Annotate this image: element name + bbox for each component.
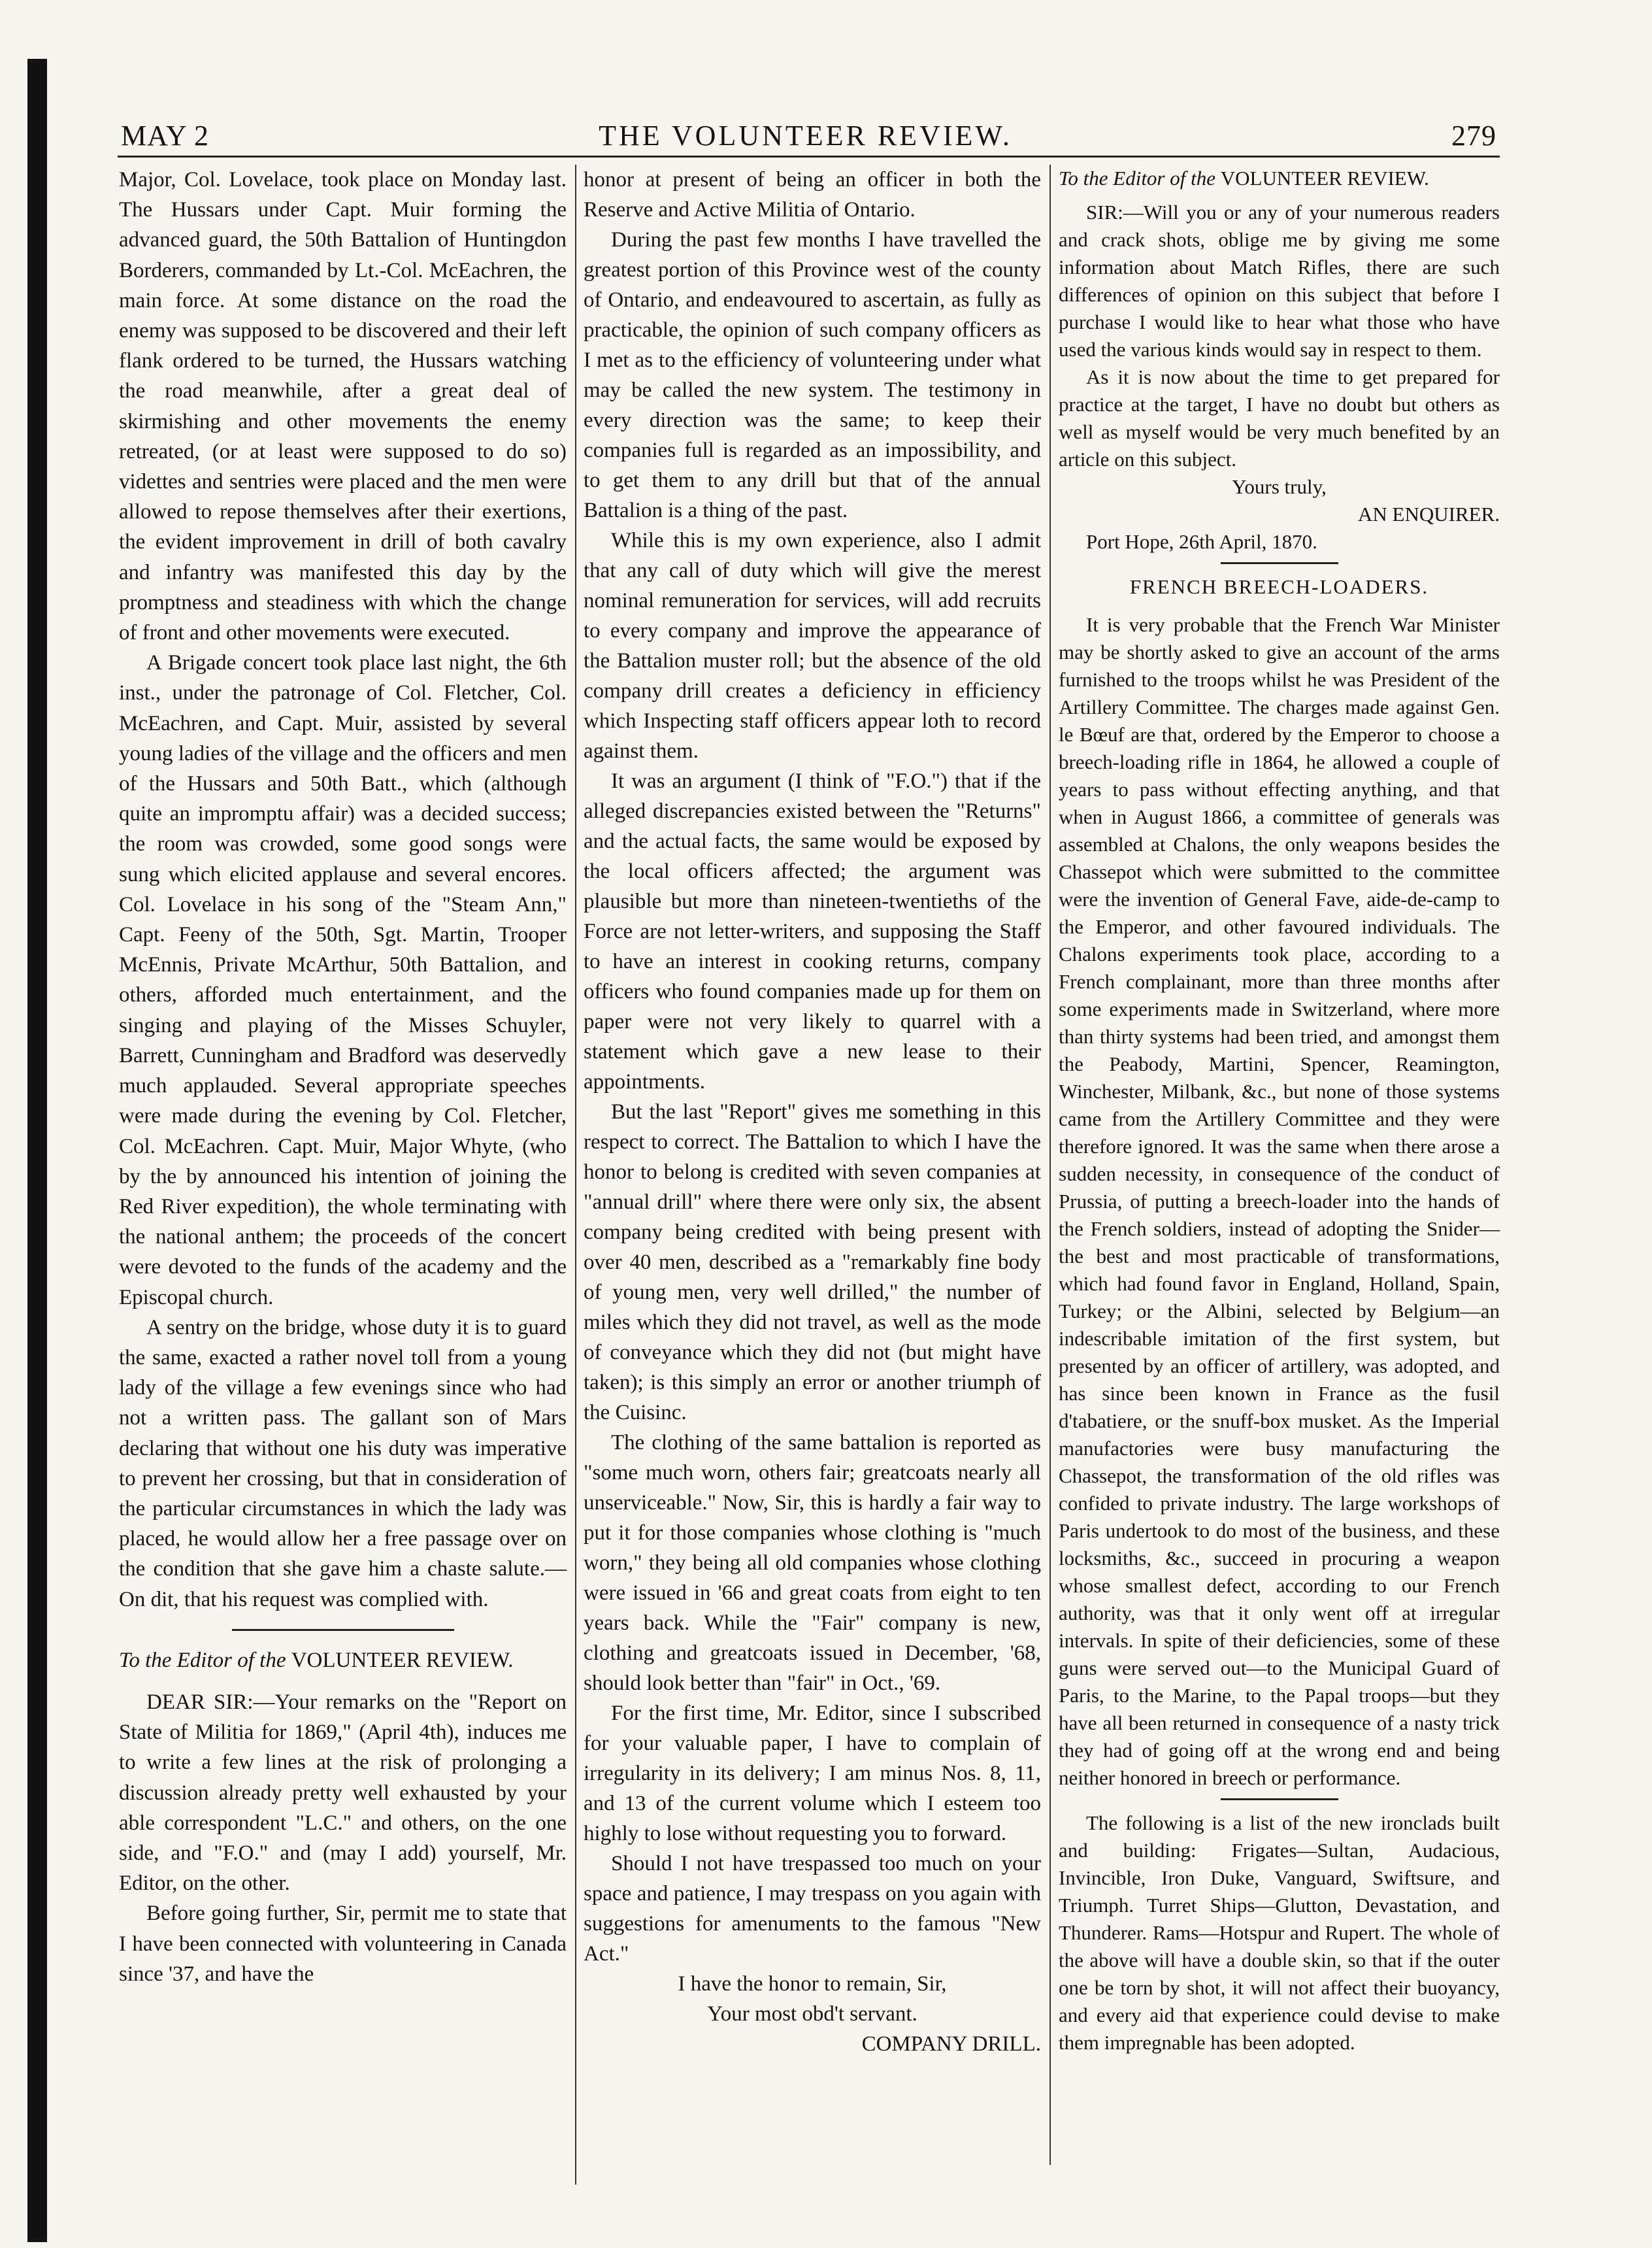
letter-address-prefix: To the Editor of the [1059, 167, 1215, 190]
article-heading: FRENCH BREECH-LOADERS. [1129, 575, 1429, 598]
paragraph: A Brigade concert took place last night, the 6th inst., under the patronage of Col. Fletcher, Col. McEachren, and Capt. Muir, assisted by several young ladies of the village and the officers and men of the Hussars and 50th Batt., which (although quite an impromptu affair) was a decided success; the room was crowded, some good songs were sung which elicited applause and several encores. Col. Lovelace in his song of the "Steam Ann," Capt. Feeny of the 50th, Sgt. Martin, Trooper McEnnis, Private McArthur, 50th Battalion, and others, afforded much entertainment, and the singing and playing of the Misses Schuyler, Barrett, Cunningham and Bradford was deservedly much applauded. Several appropriate speeches were made during the evening by Col. Fletcher, Col. McEachren. Capt. Muir, Major Whyte, (who by the by announced his intention of joining the Red River expedition), the whole terminating with the national anthem; the proceeds of the concert were devoted to the funds of the academy and the Episcopal church. [119, 651, 567, 1309]
paragraph: The following is a list of the new ironclads built and building: Frigates—Sultan, Audacious, Invincible, Iron Duke, Vanguard, Swiftsure, and Triumph. Turret Ships—Glutton, Devastation, and Thunderer. Rams—Hotspur and Rupert. The whole of the above will have a double skin, so that if the outer one be torn by shot, it will not affect their buoyancy, and every aid that experience could devise to make them impregnable has been adopted. [1059, 1811, 1500, 2054]
paragraph: Should I not have trespassed too much on your space and patience, I may trespass on you again with suggestions for amenuments to the famous "New Act." [584, 1852, 1041, 1966]
section-divider [232, 1629, 454, 1631]
letter-closing: Your most obd't servant. [707, 2002, 917, 2026]
section-divider [1221, 562, 1338, 564]
paragraph: The clothing of the same battalion is reported as "some much worn, others fair; greatcoats nearly all unserviceable." Now, Sir, this is hardly a fair way to put it for those companies whose clothing is "much worn," they being all old companies whose clothing were issued in '66 and great coats from eight to ten years back. While the "Fair" company is new, clothing and greatcoats issued in December, '68, should look better than "fair" in Oct., '69. [584, 1431, 1041, 1695]
paragraph: A sentry on the bridge, whose duty it is to guard the same, exacted a rather novel toll from a young lady of the village a few evenings since who had not a written pass. The gallant son of Mars declaring that without one his duty was imperative to prevent her crossing, but that in consideration of the particular circumstances in which the lady was placed, he would allow her a free passage over on the condition that she gave him a chaste salute.—On dit, that his request was complied with. [119, 1315, 567, 1611]
letter-address [1059, 165, 1500, 192]
letter-address-paper: VOLUNTEER REVIEW. [1220, 167, 1429, 190]
column-rule-2 [1049, 165, 1051, 2165]
column-1 [119, 165, 567, 1989]
letter-address [119, 1645, 567, 1675]
letter-closing: I have the honor to remain, Sir, [678, 1972, 947, 1996]
paragraph: It is very probable that the French War Minister may be shortly asked to give an account of the arms furnished to the troops whilst he was President of the Artillery Committee. The charges made against Gen. le Bœuf are that, ordered by the Emperor to choose a breech-loading rifle in 1864, he allowed a couple of years to pass without effecting anything, and that when in August 1866, a committee of generals was assembled at Chalons, the only weapons besides the Chassepot which were submitted to the committee were the invention of General Fave, aide-de-camp to the Emperor, and other favoured individuals. The Chalons experiments took place, according to a French complainant, more than three months after some experiments made in Switzerland, where more than thirty systems had been tried, and amongst them the Peabody, Martini, Spencer, Reamington, Winchester, Milbank, &c., but none of those systems came from the Artillery Committee and they were therefore ignored. It was the same when there arose a sudden necessity, in consequence of the conduct of Prussia, of putting a breech-loader into the hands of the French soldiers, instead of adopting the Snider—the best and most practicable of transformations, which had found favor in England, Holland, Spain, Turkey; or the Albini, selected by Belgium—an indescribable imitation of the first system, but presented by an officer of artillery, was adopted, and has since been known in France as the fusil d'tabatiere, or the snuff-box musket. As the Imperial manufactories were busy manufacturing the Chassepot, the transformation of the old rifles was confided to private industry. The large workshops of Paris undertook to do most of the business, and these locksmiths, &c., succeed in procuring a weapon whose smallest defect, according to our French authority, was that it only went off at irregular intervals. In spite of their deficiencies, some of these guns were served out—to the Municipal Guard of Paris, to the Marine, to the Papal troops—but they have all been returned in consequence of a nasty trick they had of going off at the wrong end and being neither honored in breech or performance. [1059, 613, 1500, 1789]
letter-signature: COMPANY DRILL. [861, 2032, 1041, 2056]
paragraph: Major, Col. Lovelace, took place on Monday last. The Hussars under Capt. Muir forming the advanced guard, the 50th Battalion of Huntingdon Borderers, commanded by Lt.-Col. McEachren, the main force. At some distance on the road the enemy was supposed to be discovered and their left flank ordered to be turned, the Hussars watching the road meanwhile, after a great deal of skirmishing and other movements the enemy retreated, (or at least were supposed to do so) videttes and sentries were placed and the men were allowed to repose themselves after their exertions, the evident improvement in drill of both cavalry and infantry was manifested this day by the promptness and steadiness with which the change of front and other movements were executed. [119, 168, 567, 645]
paragraph: But the last "Report" gives me something in this respect to correct. The Battalion to which I have the honor to belong is credited with seven companies at "annual drill" where there were only six, the absent company being credited with being present with over 40 men, described as a "remarkably fine body of young men, very well drilled," the number of miles which they did not travel, as well as the mode of conveyance which they did not (but might have taken); is this simply an error or another triumph of the Cuisinc. [584, 1100, 1041, 1424]
column-3 [1059, 165, 1500, 2056]
page-number: 279 [1451, 120, 1496, 152]
paragraph: During the past few months I have travelled the greatest portion of this Province west of the county of Ontario, and endeavoured to ascertain, as fully as practicable, the opinion of such company officers as I met as to the efficiency of volunteering under what may be called the new system. The testimony in every direction was the same; to keep their companies full is regarded as an impossibility, and to get them to any drill but that of the annual Battalion is a thing of the past. [584, 228, 1041, 522]
column-rule-1 [575, 165, 576, 2185]
paragraph: DEAR SIR:—Your remarks on the "Report on State of Militia for 1869," (April 4th), induces me to write a few lines at the risk of prolonging a discussion already pretty well exhausted by your able correspondent "L.C." and others, on the one side, and "F.O." and (may I add) yourself, Mr. Editor, on the other. [119, 1690, 567, 1896]
paragraph: As it is now about the time to get prepared for practice at the target, I have no doubt but others as well as myself would be very much benefited by an article on this subject. [1059, 365, 1500, 471]
paragraph: It was an argument (I think of "F.O.") that if the alleged discrepancies existed between the "Returns" and the actual facts, the same would be exposed by the local officers affected; the argument was plausible but more than nineteen-twentieths of the Force are not letter-writers, and supposing the Staff to have an interest in cooking returns, company officers who found companies made up for them on paper were not very likely to quarrel with a statement which gave a new lease to their appointments. [584, 769, 1041, 1094]
paragraph: honor at present of being an officer in both the Reserve and Active Militia of Ontario. [584, 168, 1041, 222]
binding-edge [27, 59, 47, 2242]
letter-closing: Yours truly, [1232, 475, 1327, 498]
page-header [114, 116, 1496, 156]
section-divider [1221, 1798, 1338, 1800]
letter-signature: AN ENQUIRER. [1358, 503, 1500, 526]
paragraph: For the first time, Mr. Editor, since I subscribed for your valuable paper, I have to complain of irregularity in its delivery; I am minus Nos. 8, 11, and 13 of the current volume which I esteem too highly to lose without requesting you to forward. [584, 1702, 1041, 1845]
column-2 [584, 165, 1041, 2059]
header-rule [118, 156, 1500, 158]
paragraph: SIR:—Will you or any of your numerous readers and crack shots, oblige me by giving me some information about Match Rifles, there are such differences of opinion on this subject that before I purchase I would like to hear what those who have used the various kinds would say in respect to them. [1059, 201, 1500, 361]
letter-address-paper: VOLUNTEER REVIEW. [291, 1648, 514, 1672]
publication-title: THE VOLUNTEER REVIEW. [599, 120, 1012, 152]
paragraph: While this is my own experience, also I admit that any call of duty which will give the merest nominal remuneration for services, will add recruits to every company and improve the appearance of the Battalion muster roll; but the absence of the old company drill creates a deficiency in efficiency which Inspecting staff officers appear loth to record against them. [584, 529, 1041, 763]
letter-address-prefix: To the Editor of the [119, 1648, 286, 1672]
letter-place-date: Port Hope, 26th April, 1870. [1086, 530, 1317, 553]
paragraph: Before going further, Sir, permit me to state that I have been connected with volunteering in Canada since '37, and have the [119, 1902, 567, 1986]
header-date: MAY 2 [121, 120, 210, 152]
